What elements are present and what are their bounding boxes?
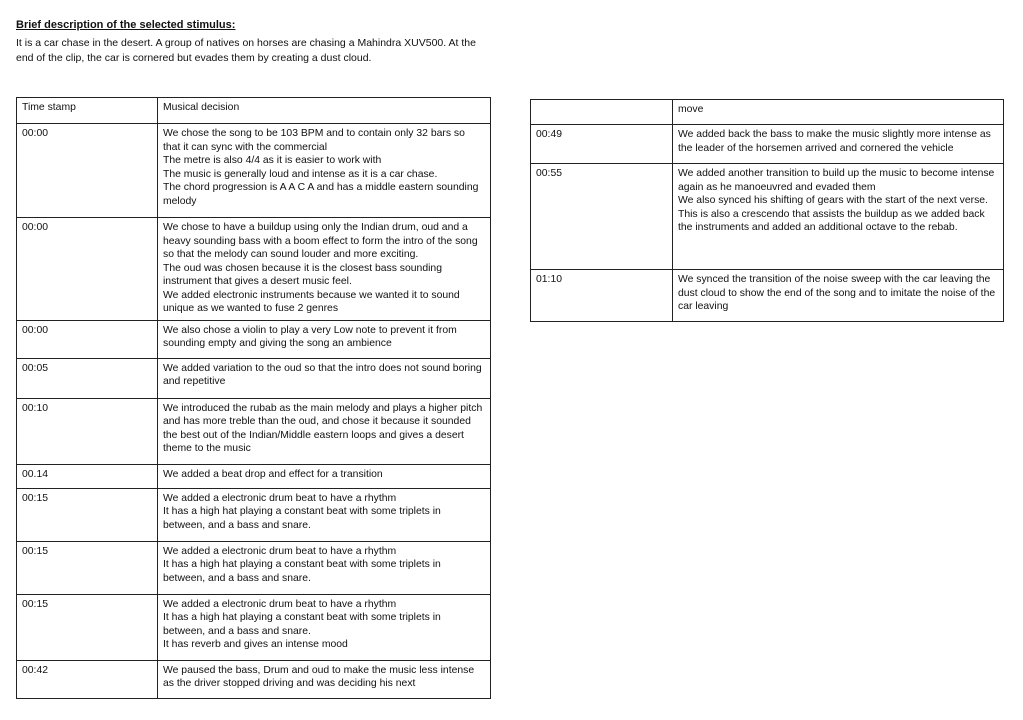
decision-cell: We added a electronic drum beat to have a rhythm It has a high hat playing a constant beat with some triplets in between, and a bass and snare. It has reverb and gives an intense mood: [158, 594, 491, 660]
musical-decisions-table-continued: [530, 99, 1004, 322]
table-row: [17, 594, 491, 660]
time-cell: 00.14: [17, 464, 158, 488]
decision-cell: We chose the song to be 103 BPM and to contain only 32 bars so that it can sync with the commercial The metre is also 4/4 as it is easier to work with The music is generally loud and intense as it is a car chase. The chord progression is A A C A and has a middle eastern sounding melody: [158, 124, 491, 218]
decision-cell: We added a electronic drum beat to have a rhythm It has a high hat playing a constant beat with some triplets in between, and a bass and snare.: [158, 488, 491, 541]
table-header-row: [17, 98, 491, 124]
table-row: [531, 270, 1004, 322]
time-cell: 00:00: [17, 218, 158, 321]
header-move: move: [673, 100, 1004, 125]
table-row: [17, 488, 491, 541]
table-row: [17, 541, 491, 594]
decision-cell: We introduced the rubab as the main melody and plays a higher pitch and has more treble than the oud, and chose it because it sounded the best out of the Indian/Middle eastern loops and gives a desert theme to the music: [158, 398, 491, 464]
decision-cell: We added a electronic drum beat to have a rhythm It has a high hat playing a constant beat with some triplets in between, and a bass and snare.: [158, 541, 491, 594]
time-cell: 01:10: [531, 270, 673, 322]
table-row: [531, 164, 1004, 270]
time-cell: 00:49: [531, 125, 673, 164]
time-cell: 00:42: [17, 660, 158, 698]
decision-cell: We added variation to the oud so that the intro does not sound boring and repetitive: [158, 358, 491, 398]
table-row: [17, 398, 491, 464]
time-cell: 00:55: [531, 164, 673, 270]
table-row: [17, 358, 491, 398]
table-row: [531, 125, 1004, 164]
time-cell: 00:15: [17, 488, 158, 541]
decision-cell: We added a beat drop and effect for a transition: [158, 464, 491, 488]
header-musical-decision: Musical decision: [158, 98, 491, 124]
time-cell: 00:00: [17, 124, 158, 218]
table-row: [17, 124, 491, 218]
time-cell: 00:00: [17, 320, 158, 358]
header-empty: [531, 100, 673, 125]
stimulus-description: It is a car chase in the desert. A group of natives on horses are chasing a Mahindra XUV500. At the end of the clip, the car is cornered but evades them by creating a dust cloud.: [16, 37, 476, 64]
decision-cell: We added back the bass to make the music slightly more intense as the leader of the horsemen arrived and cornered the vehicle: [673, 125, 1004, 164]
decision-cell: We chose to have a buildup using only the Indian drum, oud and a heavy sounding bass with a boom effect to form the intro of the song so that the melody can sound louder and more exciting. The oud was chosen because it is the closest bass sounding instrument that gives a desert music feel. We added electronic instruments because we wanted it to sound unique as we wanted to fuse 2 genres: [158, 218, 491, 321]
musical-decisions-table: [16, 97, 491, 699]
table-header-row: [531, 100, 1004, 125]
decision-cell: We also chose a violin to play a very Low note to prevent it from sounding empty and giving the song an ambience: [158, 320, 491, 358]
table-row: [17, 464, 491, 488]
table-row: [17, 660, 491, 698]
decision-cell: We synced the transition of the noise sweep with the car leaving the dust cloud to show the end of the song and to imitate the noise of the car leaving: [673, 270, 1004, 322]
table-row: [17, 218, 491, 321]
time-cell: 00:05: [17, 358, 158, 398]
time-cell: 00:15: [17, 541, 158, 594]
stimulus-heading: Brief description of the selected stimulus:: [16, 19, 236, 31]
decision-cell: We paused the bass, Drum and oud to make the music less intense as the driver stopped driving and was deciding his next: [158, 660, 491, 698]
time-cell: 00:15: [17, 594, 158, 660]
time-cell: 00:10: [17, 398, 158, 464]
table-row: [17, 320, 491, 358]
header-time-stamp: Time stamp: [17, 98, 158, 124]
decision-cell: We added another transition to build up the music to become intense again as he manoeuvred and evaded them We also synced his shifting of gears with the start of the next verse. This is also a crescendo that assists the buildup as we added back the instruments and added an additional octave to the rebab.: [673, 164, 1004, 270]
